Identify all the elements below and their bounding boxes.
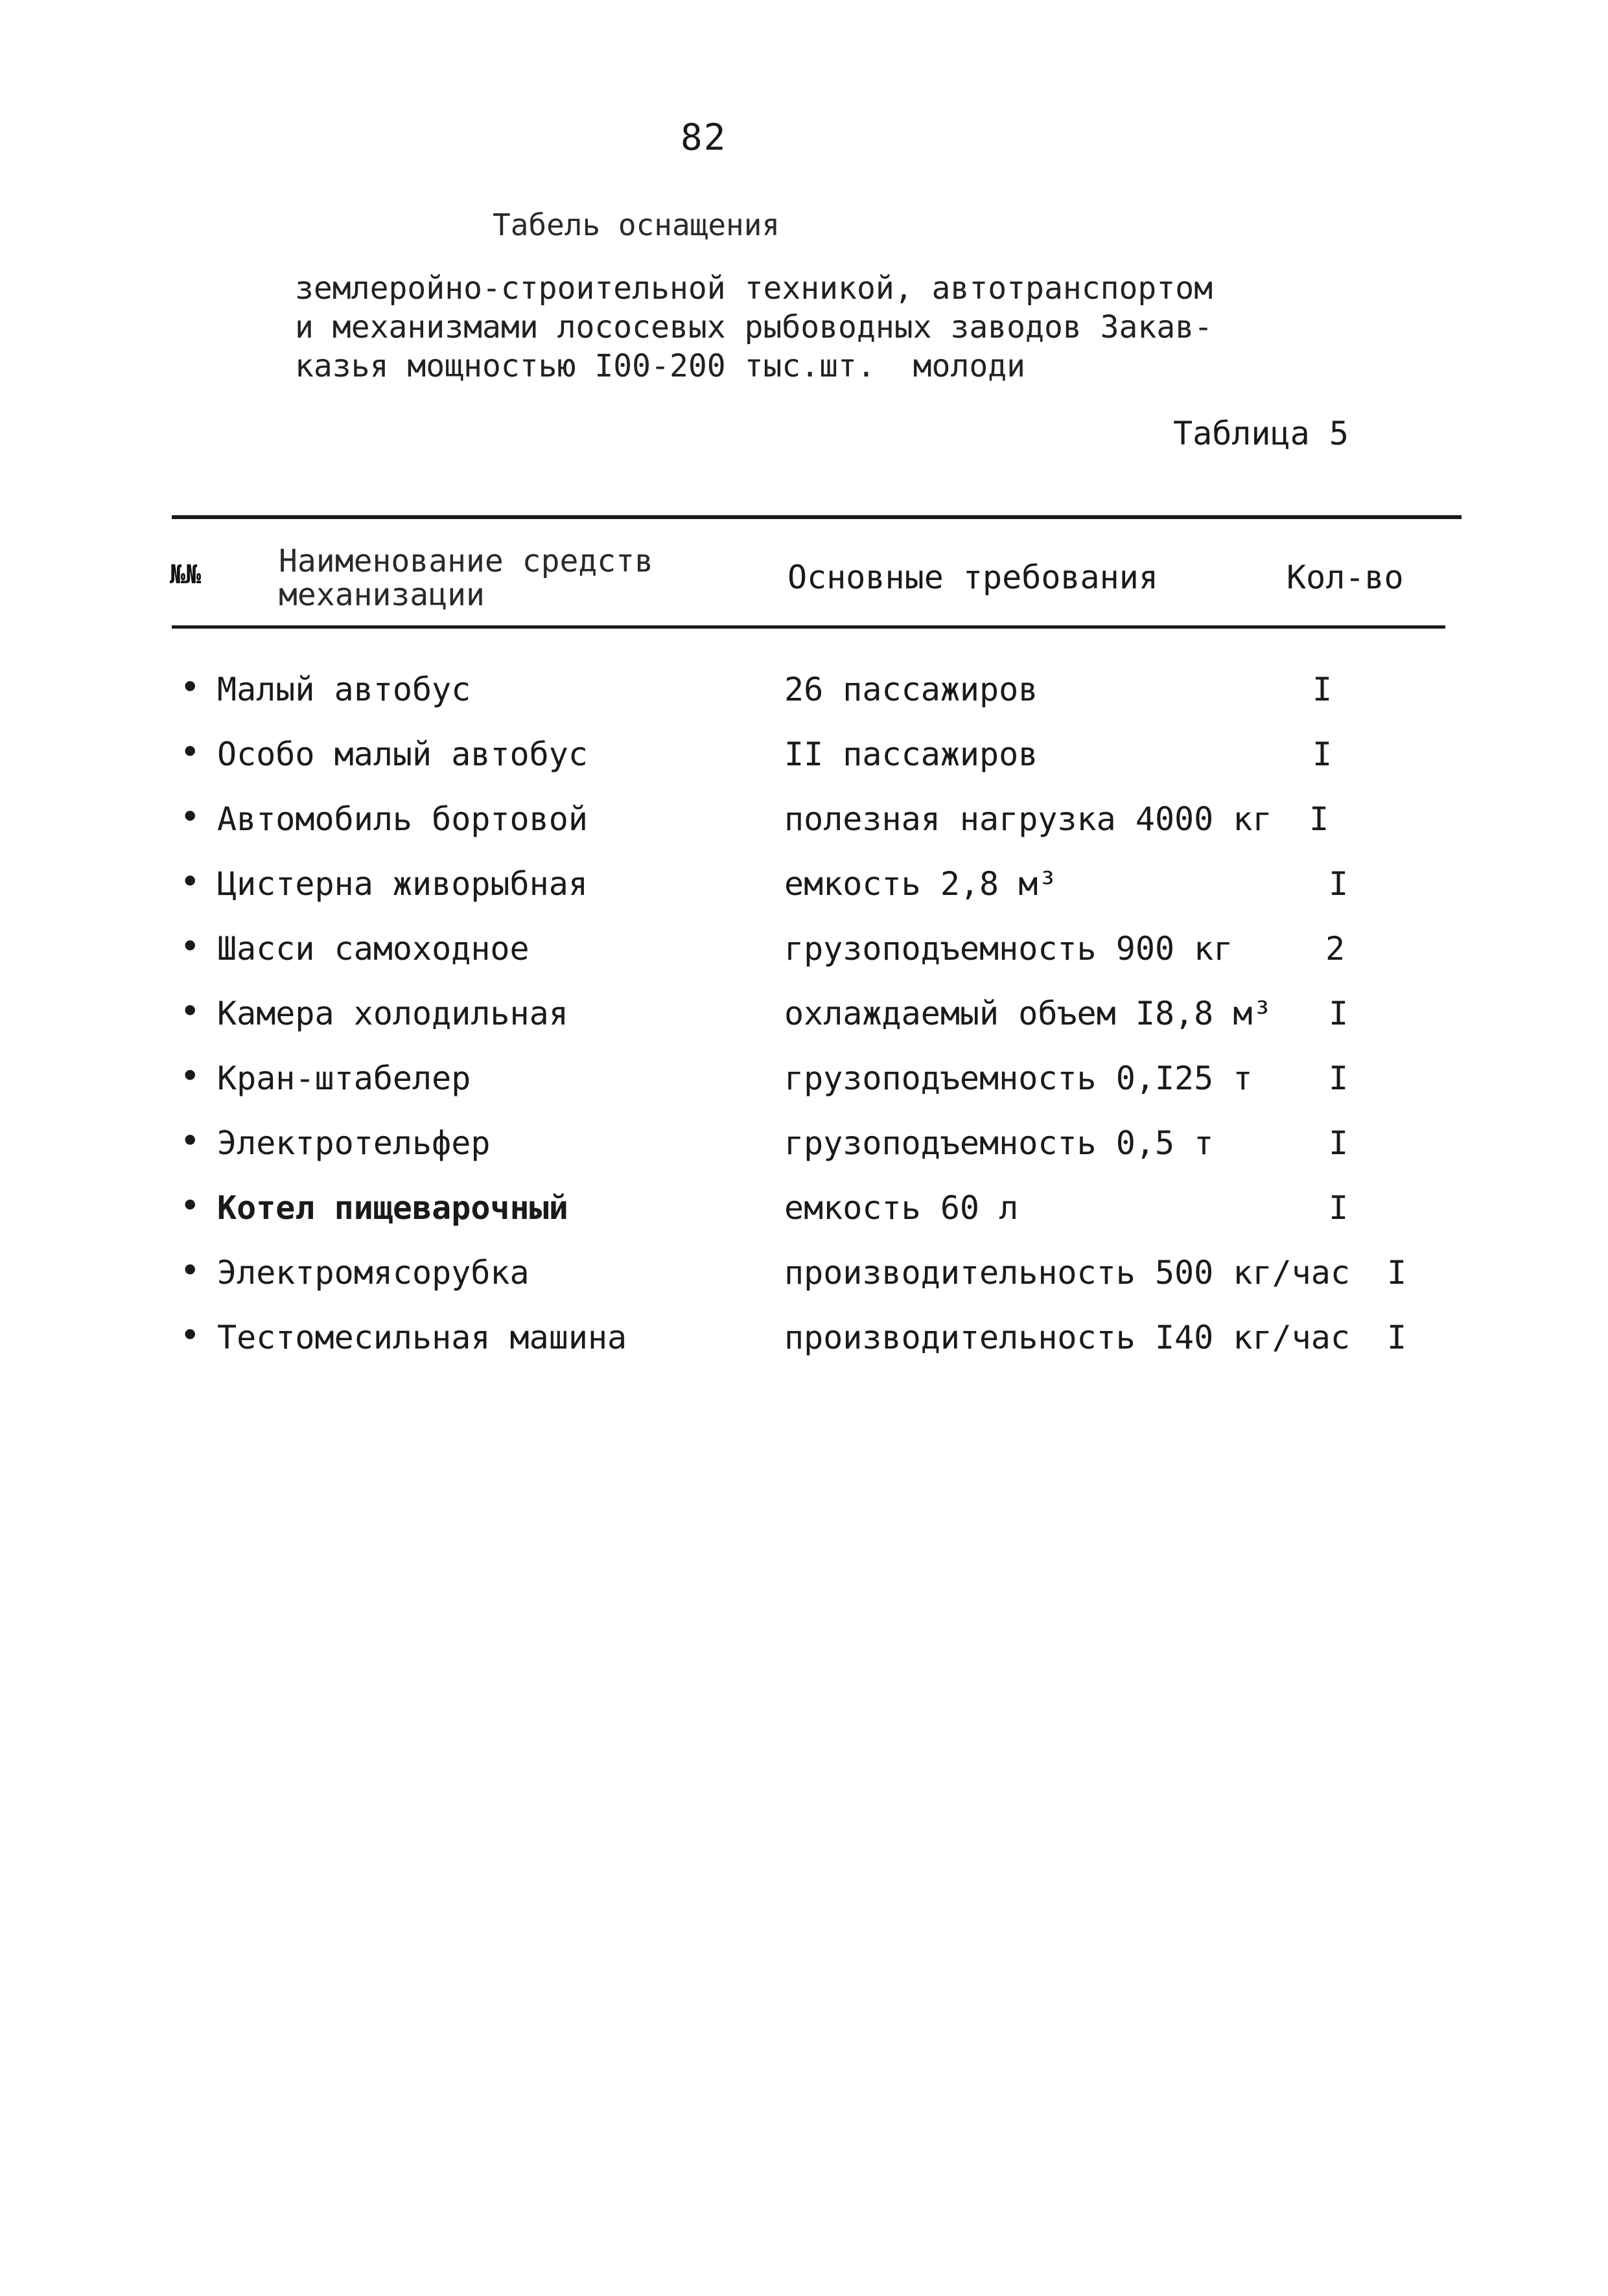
row-quantity: I [1329, 1124, 1349, 1162]
table-row [0, 671, 1608, 729]
header-name [279, 544, 653, 612]
row-quantity: I [1329, 1189, 1349, 1227]
row-requirements: II пассажиров [784, 736, 1038, 773]
row-name: Тестомесильная машина [217, 1319, 627, 1356]
row-name: Малый автобус [217, 671, 471, 708]
row-requirements: полезная нагрузка 4000 кг [784, 800, 1272, 838]
row-bullet: • [181, 865, 199, 898]
row-name: Камера холодильная [217, 995, 568, 1032]
table-header-rule [172, 625, 1445, 629]
header-number-marker: №№ [170, 560, 202, 590]
row-quantity: I [1312, 671, 1333, 708]
row-name: Электромясорубка [217, 1254, 530, 1292]
row-bullet: • [181, 1124, 199, 1157]
row-bullet: • [181, 1254, 199, 1287]
row-bullet: • [181, 995, 199, 1028]
row-quantity: I [1329, 1060, 1349, 1097]
table-row [0, 1124, 1608, 1183]
row-requirements: охлаждаемый объем I8,8 м³ [784, 995, 1272, 1032]
subtitle-line: и механизмами лососевых рыбоводных заводов Закав- [295, 309, 1213, 345]
row-requirements: емкость 2,8 м³ [784, 865, 1058, 903]
row-bullet: • [181, 800, 199, 833]
table-row [0, 930, 1608, 988]
row-bullet: • [181, 736, 199, 769]
row-quantity: I [1387, 1319, 1407, 1356]
row-requirements: грузоподъемность 0,5 т [784, 1124, 1214, 1162]
table-row [0, 1319, 1608, 1377]
row-name: Цистерна живорыбная [217, 865, 588, 903]
table-label: Таблица 5 [1173, 415, 1349, 452]
row-bullet: • [181, 1319, 199, 1352]
row-name: Автомобиль бортовой [217, 800, 588, 838]
subtitle-line: землеройно-строительной техникой, автотранспортом [295, 270, 1213, 307]
row-bullet: • [181, 930, 199, 963]
row-requirements: производительность I40 кг/час [784, 1319, 1350, 1356]
header-name-line: Наименование средств [279, 543, 653, 579]
row-quantity: I [1329, 865, 1349, 903]
table-top-rule [172, 515, 1462, 519]
row-bullet: • [181, 1189, 199, 1222]
page-number: 82 [681, 117, 727, 159]
row-bullet: • [181, 671, 199, 704]
document-subtitle [295, 269, 1332, 386]
row-bullet: • [181, 1060, 199, 1093]
subtitle-line: казья мощностью I00-200 тыс.шт. молоди [295, 348, 1026, 384]
row-requirements: грузоподъемность 900 кг [784, 930, 1233, 968]
row-quantity: 2 [1325, 930, 1346, 968]
table-row [0, 865, 1608, 923]
table-row [0, 995, 1608, 1053]
row-requirements: емкость 60 л [784, 1189, 1019, 1227]
table-row [0, 1189, 1608, 1247]
document-title: Табель оснащения [493, 207, 780, 242]
row-name: Шасси самоходное [217, 930, 530, 968]
table-row [0, 1060, 1608, 1118]
header-requirements: Основные требования [787, 559, 1158, 596]
row-name: Кран-штабелер [217, 1060, 471, 1097]
row-quantity: I [1309, 800, 1329, 838]
header-name-line: механизации [279, 577, 485, 613]
table-row [0, 800, 1608, 859]
row-name: Электротельфер [217, 1124, 491, 1162]
row-quantity: I [1329, 995, 1349, 1032]
row-quantity: I [1387, 1254, 1407, 1292]
row-requirements: производительность 500 кг/час [784, 1254, 1350, 1292]
row-requirements: 26 пассажиров [784, 671, 1038, 708]
table-row [0, 1254, 1608, 1312]
row-name: Котел пищеварочный [217, 1189, 568, 1227]
row-requirements: грузоподъемность 0,I25 т [784, 1060, 1253, 1097]
table-row [0, 736, 1608, 794]
row-name: Особо малый автобус [217, 736, 588, 773]
header-quantity: Кол-во [1287, 559, 1404, 596]
row-quantity: I [1312, 736, 1333, 773]
